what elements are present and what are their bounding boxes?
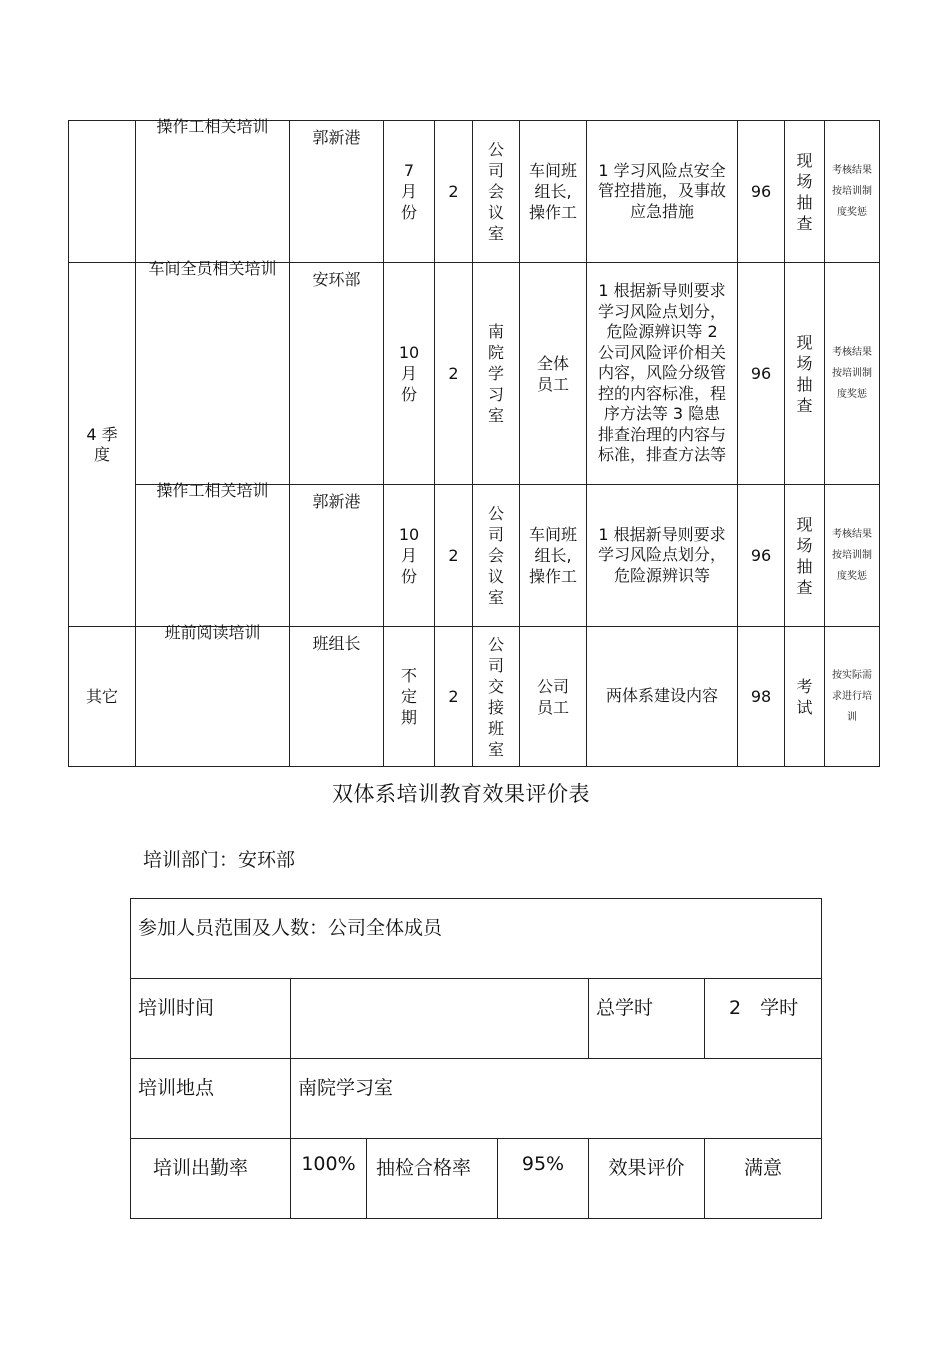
department-label: 培训部门：安环部 — [143, 849, 296, 871]
content-cell: 1 根据新导则要求学习风险点划分，危险源辨识等 2 公司风险评价相关内容，风险分级管控的内容标准，程序方法等 3 隐患排查治理的内容与标准，排查方法等 — [587, 263, 738, 485]
target-cell: 车间班组长, 操作工 — [520, 485, 587, 627]
score-cell: 98 — [738, 627, 785, 767]
remark-cell: 按实际需求进行培训 — [825, 627, 880, 767]
score-cell: 96 — [738, 485, 785, 627]
quarter-cell-empty — [69, 121, 136, 263]
method-cell: 现场抽查 — [785, 263, 825, 485]
table-row — [69, 485, 880, 627]
pass-rate-value: 95% — [498, 1139, 589, 1219]
remark-cell: 考核结果按培训制度奖惩 — [825, 121, 880, 263]
course-cell: 车间全员相关培训 — [136, 263, 290, 485]
hours-cell: 2 — [435, 485, 473, 627]
method-cell: 考试 — [785, 627, 825, 767]
training-location-label: 培训地点 — [131, 1059, 291, 1139]
place-cell: 南院学习室 — [473, 263, 520, 485]
teacher-cell: 郭新港 — [290, 485, 384, 627]
page-title: 双体系培训教育效果评价表 — [332, 782, 590, 806]
remark-cell: 考核结果按培训制度奖惩 — [825, 485, 880, 627]
month-cell: 10 月份 — [384, 263, 435, 485]
hours-cell: 2 — [435, 121, 473, 263]
attendance-value: 100% — [291, 1139, 367, 1219]
teacher-cell: 郭新港 — [290, 121, 384, 263]
training-schedule-table — [68, 117, 880, 767]
method-cell: 现场抽查 — [785, 121, 825, 263]
place-cell: 公司会议室 — [473, 121, 520, 263]
total-hours-value: 2 学时 — [705, 979, 822, 1059]
total-hours-label: 总学时 — [589, 979, 705, 1059]
hours-cell: 2 — [435, 627, 473, 767]
target-cell: 公司员工 — [520, 627, 587, 767]
month-cell: 7 月份 — [384, 121, 435, 263]
month-cell: 不定期 — [384, 627, 435, 767]
score-cell: 96 — [738, 263, 785, 485]
pass-rate-label: 抽检合格率 — [367, 1139, 498, 1219]
place-cell: 公司交接班室 — [473, 627, 520, 767]
participants-cell: 参加人员范围及人数：公司全体成员 — [131, 899, 822, 979]
method-cell: 现场抽查 — [785, 485, 825, 627]
content-cell: 1 学习风险点安全管控措施，及事故应急措施 — [587, 121, 738, 263]
table-row — [69, 627, 880, 767]
table-row — [131, 979, 822, 1059]
remark-cell: 考核结果按培训制度奖惩 — [825, 263, 880, 485]
training-time-label: 培训时间 — [131, 979, 291, 1059]
course-cell: 操作工相关培训 — [136, 121, 290, 263]
table-row — [131, 1139, 822, 1219]
effect-evaluation-value: 满意 — [705, 1139, 822, 1219]
target-cell: 车间班组长, 操作工 — [520, 121, 587, 263]
teacher-cell: 班组长 — [290, 627, 384, 767]
content-cell: 1 根据新导则要求学习风险点划分，危险源辨识等 — [587, 485, 738, 627]
attendance-label: 培训出勤率 — [131, 1139, 291, 1219]
hours-cell: 2 — [435, 263, 473, 485]
quarter-cell: 4 季度 — [69, 263, 136, 627]
content-cell: 两体系建设内容 — [587, 627, 738, 767]
target-cell: 全体员工 — [520, 263, 587, 485]
evaluation-table — [130, 898, 822, 1219]
score-cell: 96 — [738, 121, 785, 263]
training-location-value: 南院学习室 — [291, 1059, 822, 1139]
training-time-value — [291, 979, 589, 1059]
month-cell: 10 月份 — [384, 485, 435, 627]
course-cell: 操作工相关培训 — [136, 485, 290, 627]
table-row — [69, 263, 880, 485]
effect-evaluation-label: 效果评价 — [589, 1139, 705, 1219]
place-cell: 公司会议室 — [473, 485, 520, 627]
teacher-cell: 安环部 — [290, 263, 384, 485]
table-row — [131, 1059, 822, 1139]
table-row — [131, 899, 822, 979]
course-cell: 班前阅读培训 — [136, 627, 290, 767]
table-row — [69, 121, 880, 263]
other-cell: 其它 — [69, 627, 136, 767]
